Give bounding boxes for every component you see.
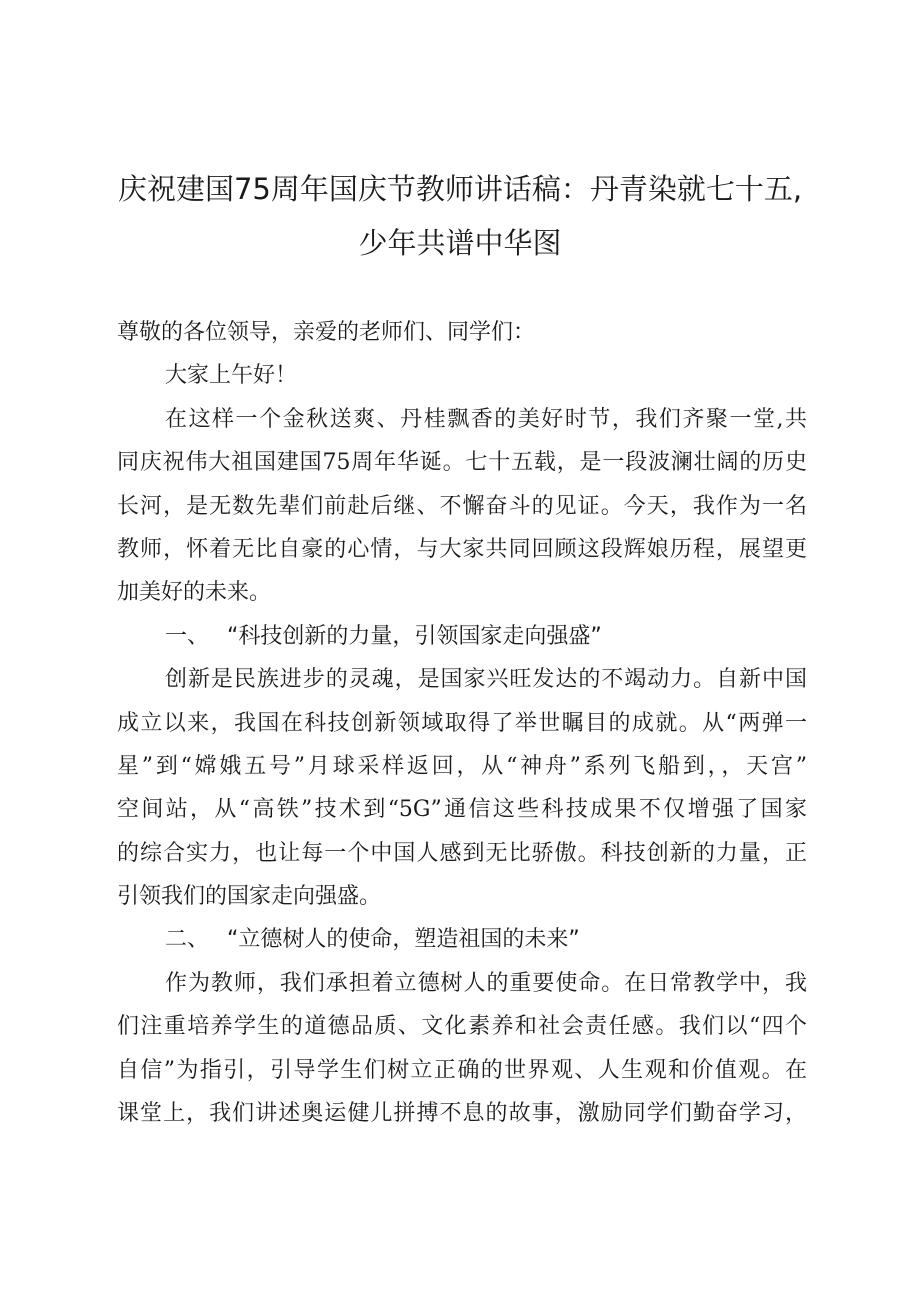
- section-2-heading-text: “立德树人的使命，塑造祖国的未来”: [227, 927, 580, 953]
- section-1-number: 一、: [165, 623, 210, 649]
- section-1-paragraph: [117, 658, 807, 918]
- section-2-number: 二、: [165, 927, 210, 953]
- paragraph-line: 加美好的未来。: [117, 580, 272, 606]
- document-body: [117, 311, 807, 1135]
- greeting: 大家上午好！: [165, 363, 298, 389]
- paragraph-line: 在这样一个金秋送爽、丹桂飘香的美好时节，我们齐聚一堂,共: [165, 406, 807, 432]
- title-line-1: 庆祝建国75周年国庆节教师讲话稿：丹青染就七十五,: [117, 172, 803, 206]
- paragraph-line: 引领我们的国家走向强盛。: [117, 884, 382, 910]
- paragraph-line: 空间站，从“高铁”技术到“5G”通信这些科技成果不仅增强了国家: [117, 797, 807, 823]
- paragraph-line: 长河，是无数先辈们前赴后继、不懈奋斗的见证。今天，我作为一名: [117, 493, 807, 519]
- paragraph-line: 的综合实力，也让每一个中国人感到无比骄傲。科技创新的力量，正: [117, 840, 807, 866]
- section-1-heading: [117, 615, 807, 658]
- paragraph-line: 作为教师，我们承担着立德树人的重要使命。在日常教学中，我: [165, 970, 807, 996]
- title-line-2: 少年共谱中华图: [358, 226, 562, 260]
- paragraph-line: 同庆祝伟大祖国建国75周年华诞。七十五载，是一段波澜壮阔的历史: [117, 450, 807, 476]
- section-1-heading-text: “科技创新的力量，引领国家走向强盛”: [227, 623, 602, 649]
- salutation: 尊敬的各位领导，亲爱的老师们、同学们：: [117, 320, 536, 345]
- paragraph-line: 课堂上，我们讲述奥运健儿拼搏不息的故事，激励同学们勤奋学习，: [117, 1101, 807, 1127]
- section-2-heading: [117, 918, 807, 961]
- paragraph-line: 成立以来，我国在科技创新领域取得了举世瞩目的成就。从“两弹一: [117, 710, 807, 736]
- paragraph-line: 自信”为指引，引导学生们树立正确的世界观、人生观和价值观。在: [117, 1057, 807, 1083]
- section-2-paragraph: [117, 962, 807, 1136]
- paragraph-line: 们注重培养学生的道德品质、文化素养和社会责任感。我们以“四个: [117, 1014, 807, 1040]
- paragraph-line: 教师，怀着无比自豪的心情，与大家共同回顾这段辉娘历程，展望更: [117, 536, 807, 562]
- paragraph-line: 创新是民族进步的灵魂，是国家兴旺发达的不竭动力。自新中国: [165, 667, 807, 693]
- paragraph-line: 星”到“嫦娥五号”月球采样返回，从“神舟”系列飞船到，，天宫”: [117, 753, 807, 779]
- intro-paragraph: [117, 398, 807, 615]
